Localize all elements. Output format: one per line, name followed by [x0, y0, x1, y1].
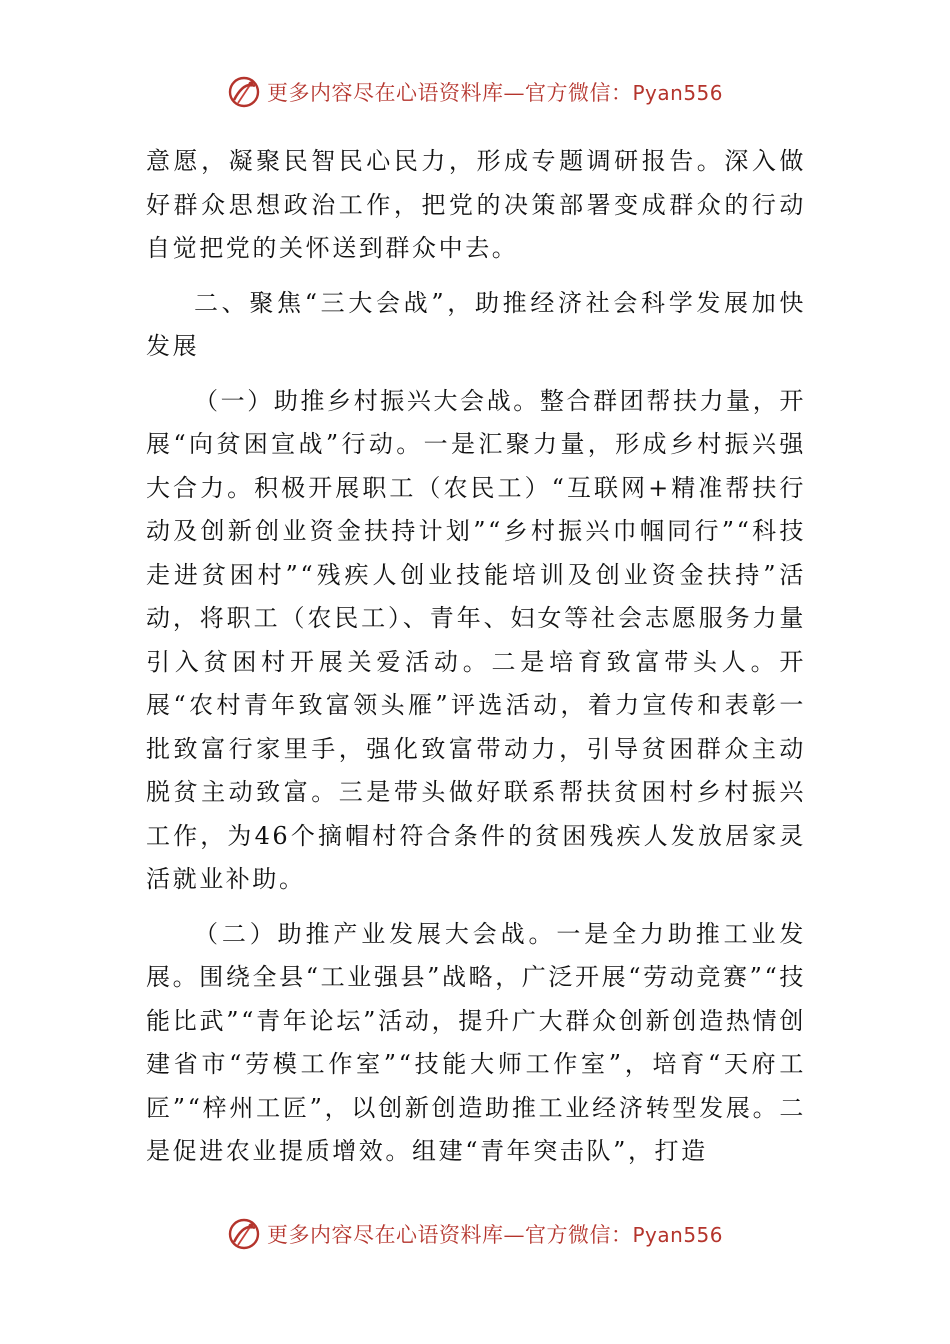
wechat-handle: Pyan556 [632, 81, 723, 105]
footer-watermark-banner [0, 1214, 950, 1254]
section-heading: 二、聚焦“三大会战”，助推经济社会科学发展加快发展 [146, 288, 806, 360]
paragraph-1: 意愿，凝聚民智民心民力，形成专题调研报告。深入做好群众思想政治工作，把党的决策部署变成群众的行动自觉把党的关怀送到群众中去。 [146, 147, 806, 262]
paragraph-4: （二）助推产业发展大会战。一是全力助推工业发展。围绕全县“工业强县”战略，广泛开展“劳动竞赛”“技能比武”“青年论坛”活动，提升广大群众创新创造热情创建省市“劳模工作室”“技能大师工作室”，培育“天府工匠”“梓州工匠”，以创新创造助推工业经济转型发展。二是促进农业提质增效。组建“青年突击队”，打造 [146, 919, 806, 1165]
banner-text: 更多内容尽在心语资料库—官方微信：Pyan556 [266, 1223, 723, 1247]
brand-logo-icon [227, 75, 261, 109]
brand-logo-icon [227, 1217, 261, 1251]
document-body [146, 140, 806, 1185]
header-watermark-banner [0, 72, 950, 112]
wechat-handle: Pyan556 [632, 1223, 723, 1247]
paragraph-3: （一）助推乡村振兴大会战。整合群团帮扶力量，开展“向贫困宣战”行动。一是汇聚力量，形成乡村振兴强大合力。积极开展职工（农民工）“互联网+精准帮扶行动及创新创业资金扶持计划”“乡村振兴巾帼同行”“科技走进贫困村”“残疾人创业技能培训及创业资金扶持”活动，将职工（农民工）、青年、妇女等社会志愿服务力量引入贫困村开展关爱活动。二是培育致富带头人。开展“农村青年致富领头雁”评选活动，着力宣传和表彰一批致富行家里手，强化致富带动力，引导贫困群众主动脱贫主动致富。三是带头做好联系帮扶贫困村乡村振兴工作，为46个摘帽村符合条件的贫困残疾人发放居家灵活就业补助。 [146, 386, 806, 893]
banner-text: 更多内容尽在心语资料库—官方微信：Pyan556 [266, 81, 723, 105]
